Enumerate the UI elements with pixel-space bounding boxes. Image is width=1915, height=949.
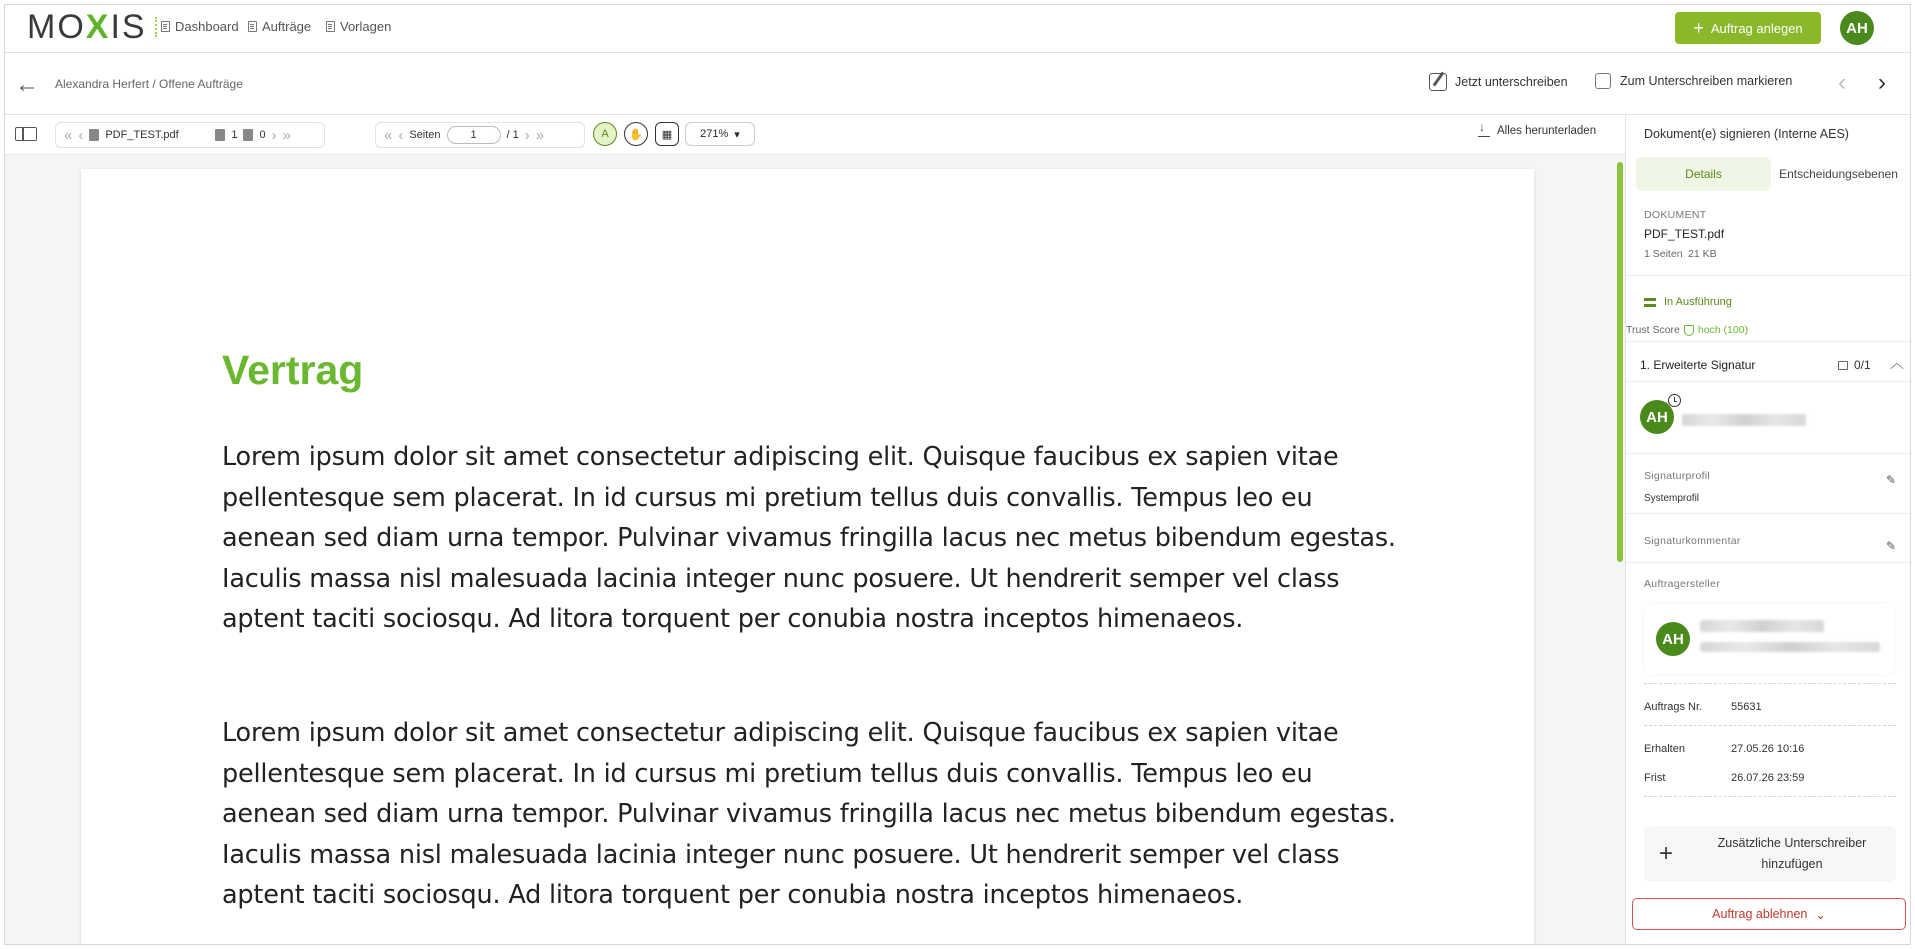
viewer-scrollbar[interactable] [1617, 162, 1623, 562]
logo-text-x: X [85, 7, 111, 46]
order-number-row [1644, 701, 1762, 713]
add-signer-label: Zusätzliche Unterschreiber hinzufügen [1717, 836, 1867, 871]
nav-orders[interactable] [248, 19, 311, 34]
nav-templates-label: Vorlagen [340, 19, 392, 34]
plus-icon: + [1693, 18, 1704, 38]
document-icon [326, 21, 335, 32]
reject-order-label: Auftrag ablehnen [1712, 907, 1808, 921]
panel-title: Dokument(e) signieren (Interne AES) [1644, 127, 1849, 141]
deadline-value: 26.07.26 23:59 [1731, 772, 1805, 784]
tab-decision-levels[interactable]: Entscheidungsebenen [1779, 167, 1898, 181]
document-pages: 1 Seiten [1644, 248, 1683, 260]
clock-icon [1668, 394, 1681, 407]
divider [1626, 341, 1911, 342]
chevron-left-icon[interactable]: ‹ [1838, 69, 1846, 96]
top-nav [5, 5, 1910, 53]
logo-divider [155, 17, 157, 37]
order-number-label: Auftrags Nr. [1644, 701, 1703, 713]
nav-orders-label: Aufträge [262, 19, 312, 34]
file-navigator [55, 122, 325, 148]
attachment-icon [215, 129, 225, 141]
zoom-select[interactable] [685, 122, 755, 146]
moxis-logo[interactable] [27, 9, 157, 45]
back-arrow-icon[interactable]: ← [15, 71, 39, 98]
dashed-divider [1644, 725, 1896, 726]
pdf-page [81, 169, 1534, 945]
status-badge [1644, 296, 1732, 308]
pdf-file-icon [89, 129, 99, 141]
document-paragraph: Lorem ipsum dolor sit amet consectetur adipiscing elit. Quisque faucibus ex sapien vitae pellentesque sem placerat. In id cursus mi pretium tellus duis convallis. Tempus leo eu aenean sed diam urna tempor. Pulvinar vivamus fringilla lacus nec metus bibendum egestas. Iaculis massa nisl malesuada lacinia integer nunc posuere. Ut hendrerit semper vel class aptent taciti sociosqu. Ad litora torquent per conubia nostra inceptos himenaeos. [222, 718, 1396, 910]
download-icon [1478, 125, 1490, 137]
signing-panel [1625, 115, 1911, 945]
logo-text-right: IS [110, 7, 147, 46]
download-all-label: Alles herunterladen [1497, 125, 1597, 137]
document-title: Vertrag [222, 347, 364, 393]
document-section-label: DOKUMENT [1644, 209, 1707, 221]
reject-order-button[interactable] [1632, 898, 1906, 930]
prev-page-icon[interactable]: ‹ [398, 126, 404, 144]
creator-name-redacted [1700, 620, 1824, 632]
creator-card [1644, 604, 1894, 674]
user-avatar[interactable]: AH [1840, 11, 1874, 45]
page-input[interactable]: 1 [447, 126, 501, 144]
hand-tool-icon[interactable]: ✋ [624, 122, 648, 146]
first-page-icon[interactable]: « [384, 126, 393, 144]
nav-templates[interactable] [326, 19, 391, 34]
create-order-button[interactable] [1675, 12, 1821, 44]
chevron-right-icon[interactable]: › [1878, 69, 1886, 96]
edit-pencil-icon[interactable]: ✎ [1886, 539, 1897, 553]
page-navigator [375, 122, 585, 148]
document-icon [248, 21, 257, 32]
divider [1626, 562, 1911, 563]
dashed-divider [1644, 683, 1896, 684]
sidebar-toggle-icon[interactable] [15, 127, 37, 141]
sign-now-label: Jetzt unterschreiben [1455, 75, 1568, 89]
next-file-icon[interactable]: › [271, 126, 277, 144]
trust-score-label: Trust Score [1626, 324, 1680, 336]
signature-step-title[interactable]: 1. Erweiterte Signatur [1640, 358, 1756, 372]
document-size: 21 KB [1688, 248, 1717, 260]
add-signer-button[interactable] [1644, 826, 1896, 882]
attachment-count: 1 [231, 129, 238, 141]
create-order-label: Auftrag anlegen [1710, 20, 1803, 36]
chevron-down-icon: ⌄ [1815, 907, 1826, 922]
panel-tabs [1636, 157, 1906, 191]
signature-comment-label: Signaturkommentar [1644, 535, 1741, 547]
download-all-button[interactable] [1478, 125, 1596, 137]
document-viewer[interactable] [5, 155, 1625, 945]
dashed-divider [1644, 796, 1896, 797]
received-row [1644, 743, 1804, 755]
page-total: / 1 [506, 129, 519, 141]
signature-profile-value: Systemprofil [1644, 493, 1700, 504]
viewer-toolbar [5, 115, 1625, 155]
zoom-value: 271% [700, 128, 729, 140]
signature-profile-label: Signaturprofil [1644, 470, 1711, 482]
breadcrumb-bar [5, 53, 1910, 115]
creator-avatar: AH [1656, 622, 1690, 656]
creator-label: Auftragersteller [1644, 578, 1720, 590]
text-select-icon[interactable]: A [593, 122, 617, 146]
divider [1626, 275, 1911, 276]
annex-count: 0 [259, 129, 266, 141]
plus-icon: + [1658, 840, 1673, 867]
caret-down-icon: ▾ [734, 128, 740, 141]
order-number-value: 55631 [1731, 701, 1762, 713]
signature-count [1838, 358, 1871, 372]
nav-dashboard-label: Dashboard [175, 19, 239, 34]
chevron-up-icon[interactable]: ︿ [1890, 355, 1904, 371]
status-text: In Ausführung [1664, 296, 1732, 308]
document-paragraph: Lorem ipsum dolor sit amet consectetur adipiscing elit. Quisque faucibus ex sapien vitae pellentesque sem placerat. In id cursus mi pretium tellus duis convallis. Tempus leo eu aenean sed diam urna tempor. Pulvinar vivamus fringilla lacus nec metus bibendum egestas. Iaculis massa nisl malesuada lacinia integer nunc posuere. Ut hendrerit semper vel class aptent taciti sociosqu. Ad litora torquent per conubia nostra inceptos himenaeos. [222, 442, 1396, 634]
pages-label: Seiten [409, 129, 441, 141]
breadcrumb: Alexandra Herfert / Offene Aufträge [55, 77, 243, 91]
app-window [4, 4, 1911, 945]
divider [1626, 453, 1911, 454]
signer-avatar: AH [1640, 400, 1674, 434]
divider [1626, 381, 1911, 382]
edit-pencil-icon[interactable]: ✎ [1886, 473, 1897, 487]
sign-pen-icon [1429, 73, 1447, 91]
mark-for-signing-checkbox[interactable] [1595, 73, 1611, 89]
received-value: 27.05.26 10:16 [1731, 743, 1805, 755]
logo-text-left: MO [27, 7, 86, 46]
creator-email-redacted [1700, 642, 1880, 652]
trust-score-value: hoch (100) [1697, 324, 1749, 336]
last-page-icon[interactable]: » [535, 126, 545, 144]
shield-check-icon [1684, 325, 1694, 336]
annex-icon [243, 129, 253, 141]
file-name[interactable]: PDF_TEST.pdf [105, 129, 179, 141]
fit-page-icon[interactable]: ▦ [655, 122, 679, 146]
document-name[interactable]: PDF_TEST.pdf [1644, 227, 1725, 241]
received-label: Erhalten [1644, 743, 1685, 755]
prev-file-icon[interactable]: ‹ [78, 126, 84, 144]
divider [1626, 513, 1911, 514]
trust-score [1626, 324, 1748, 336]
nav-dashboard[interactable] [161, 19, 239, 34]
mark-for-signing-toggle[interactable] [1595, 73, 1792, 89]
signature-count-value: 0/1 [1854, 358, 1871, 372]
mark-for-signing-label: Zum Unterschreiben markieren [1620, 74, 1793, 88]
signer-name-redacted [1682, 414, 1806, 426]
first-file-icon[interactable]: « [64, 126, 73, 144]
next-page-icon[interactable]: › [524, 126, 530, 144]
status-icon [1644, 298, 1656, 307]
signer-count-icon [1838, 361, 1848, 370]
sign-now-button[interactable] [1429, 73, 1568, 91]
last-file-icon[interactable]: » [282, 126, 291, 144]
tab-details[interactable]: Details [1636, 157, 1771, 191]
deadline-row [1644, 772, 1804, 784]
document-icon [161, 21, 170, 32]
deadline-label: Frist [1644, 772, 1666, 784]
